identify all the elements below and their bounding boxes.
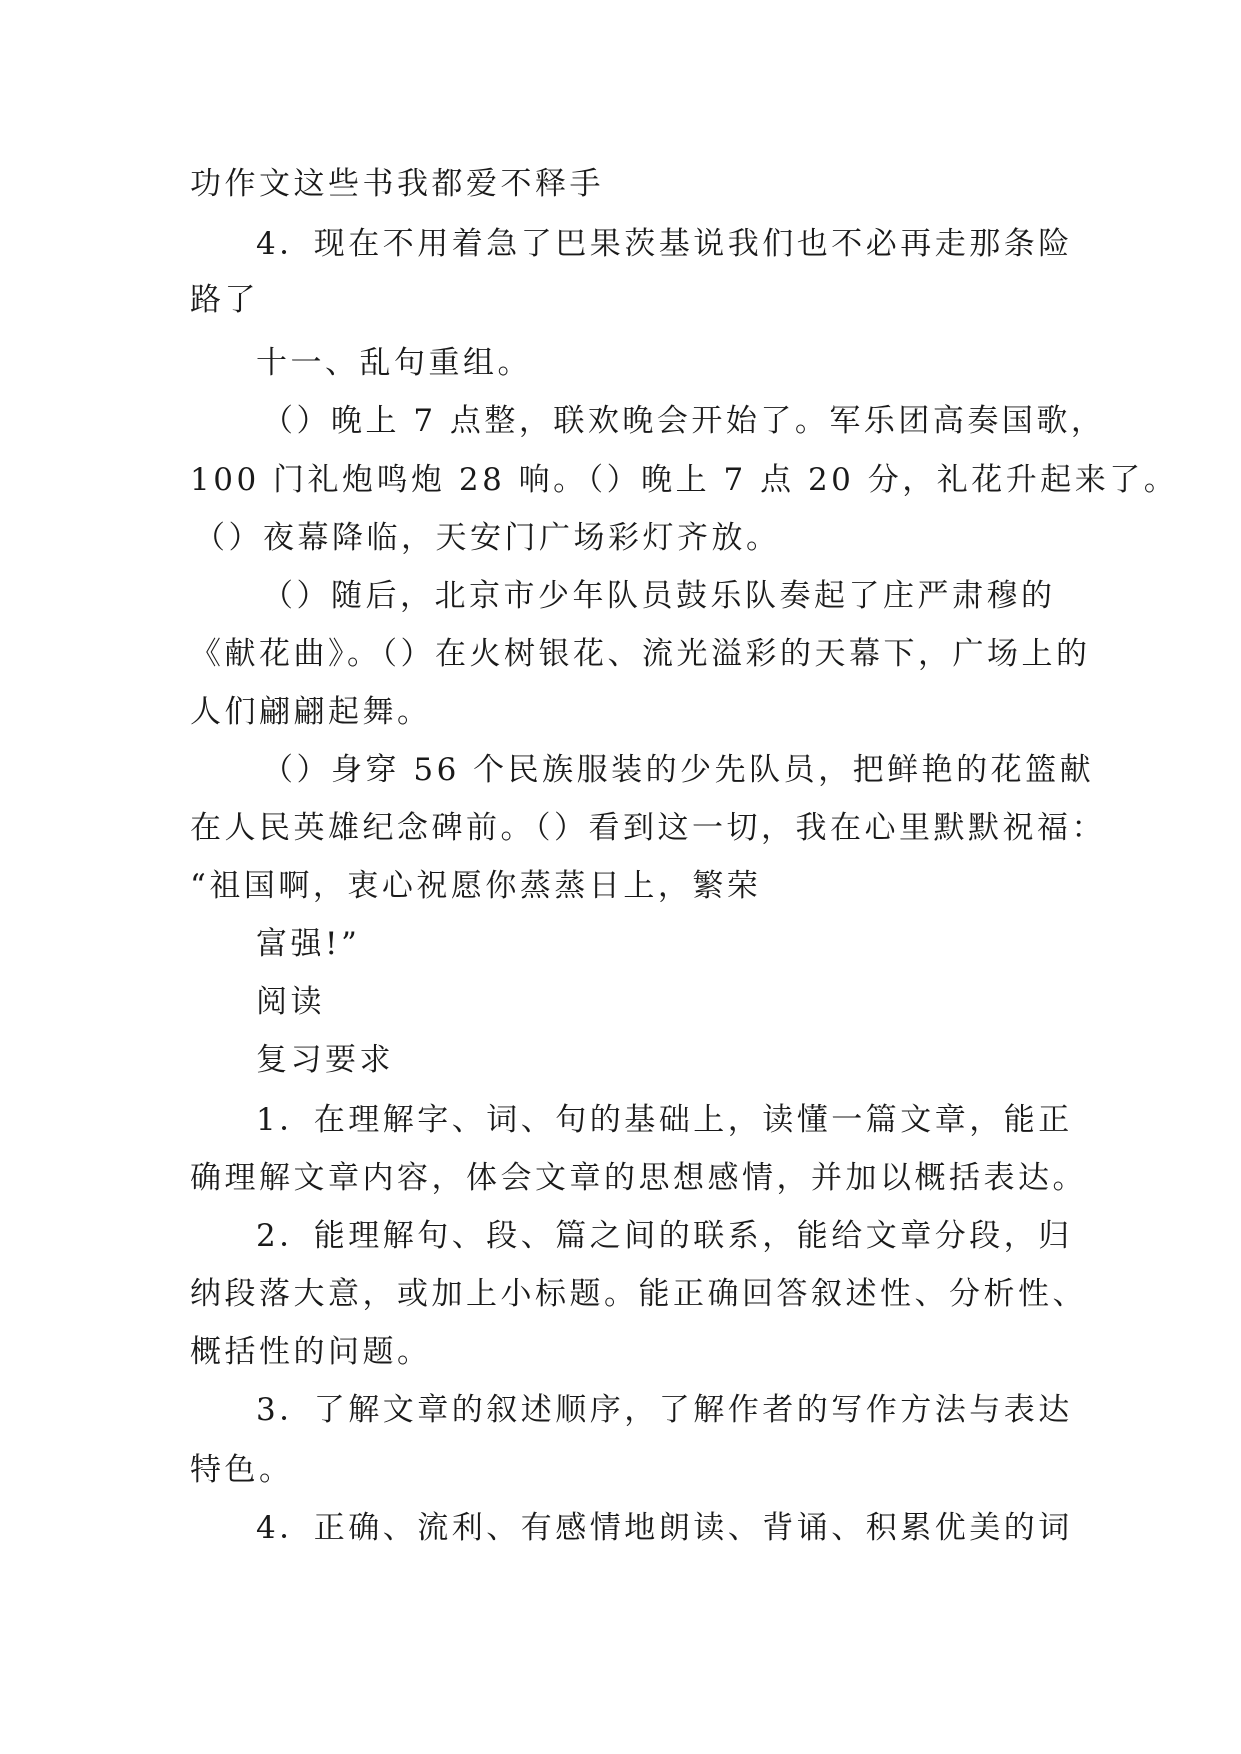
- section-heading: 十一、乱句重组。: [256, 345, 532, 381]
- text-line: 100 门礼炮鸣炮 28 响。（）晚上 7 点 20 分，礼花升起来了。: [190, 462, 1179, 498]
- text-line: 富强!”: [256, 926, 361, 962]
- text-line: （）随后，北京市少年队员鼓乐队奏起了庄严肃穆的: [262, 578, 1056, 614]
- text-line: 人们翩翩起舞。: [190, 694, 432, 730]
- text-line: （）夜幕降临，天安门广场彩灯齐放。: [194, 520, 781, 556]
- text-line: 特色。: [190, 1452, 294, 1488]
- text-line: 《献花曲》。（）在火树银花、流光溢彩的天幕下，广场上的: [190, 636, 1091, 672]
- text-line: （）身穿 56 个民族服装的少先队员，把鲜艳的花篮献: [262, 752, 1095, 788]
- text-line: 2．能理解句、段、篇之间的联系，能给文章分段，归: [256, 1218, 1073, 1254]
- section-heading: 复习要求: [256, 1042, 394, 1078]
- text-line: 在人民英雄纪念碑前。（）看到这一切，我在心里默默祝福：: [190, 810, 1106, 846]
- text-line: 概括性的问题。: [190, 1334, 432, 1370]
- text-line: 功作文这些书我都爱不释手: [190, 166, 604, 202]
- text-line: 纳段落大意，或加上小标题。能正确回答叙述性、分析性、: [190, 1276, 1087, 1312]
- text-line: 确理解文章内容，体会文章的思想感情，并加以概括表达。: [190, 1160, 1087, 1196]
- text-line: 4．现在不用着急了巴果茨基说我们也不必再走那条险: [256, 226, 1073, 262]
- text-line: 4．正确、流利、有感情地朗读、背诵、积累优美的词: [256, 1510, 1073, 1546]
- text-line: 路了: [190, 282, 259, 318]
- section-heading: 阅读: [256, 984, 325, 1020]
- text-line: “祖国啊，衷心祝愿你蒸蒸日上，繁荣: [190, 868, 762, 904]
- text-line: （）晚上 7 点整，联欢晚会开始了。军乐团高奏国歌，: [262, 403, 1106, 439]
- text-line: 1．在理解字、词、句的基础上，读懂一篇文章，能正: [256, 1102, 1073, 1138]
- text-line: 3．了解文章的叙述顺序，了解作者的写作方法与表达: [256, 1392, 1073, 1428]
